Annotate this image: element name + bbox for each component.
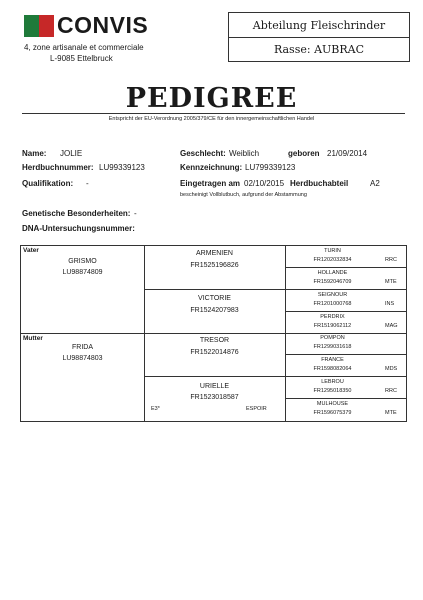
qualification: - bbox=[86, 179, 89, 188]
grandparent-grade: E3* bbox=[151, 406, 160, 412]
address-line-1: 4, zone artisanale et commerciale bbox=[24, 43, 144, 52]
qualification-label: Qualifikation: bbox=[22, 179, 74, 188]
registered-label: Eingetragen am bbox=[180, 179, 241, 188]
ggp-id: FR1201000768 bbox=[313, 301, 352, 307]
grandparent-id: FR1525196826 bbox=[190, 262, 239, 269]
ggp-id: FR1202032834 bbox=[313, 257, 352, 263]
department: Abteilung Fleischrinder bbox=[252, 19, 386, 32]
certification-note: bescheinigt Vollblutbuch, aufgrund der Abstammung bbox=[180, 192, 307, 198]
dam-id: LU98874803 bbox=[62, 355, 103, 362]
grandparent-id: FR1522014876 bbox=[190, 349, 239, 356]
breed: Rasse: AUBRAC bbox=[273, 43, 365, 56]
ggp-code: MTE bbox=[385, 410, 397, 416]
name-label: Name: bbox=[22, 149, 47, 158]
ggp-code: MDS bbox=[385, 366, 398, 372]
ggp-id: FR1596075379 bbox=[313, 410, 352, 416]
grandparent-name: TRESOR bbox=[199, 337, 230, 344]
grandparent-name: ARMENIEN bbox=[196, 250, 233, 257]
dam-label: Mutter bbox=[23, 335, 43, 342]
ggp-name: FRANCE bbox=[321, 357, 344, 363]
ggp-code: RRC bbox=[385, 257, 397, 263]
ggp-name: TURIN bbox=[324, 248, 341, 254]
id-number: LU799339123 bbox=[245, 163, 296, 172]
born-date: 21/09/2014 bbox=[327, 149, 368, 158]
ggp-name: SEIGNOUR bbox=[317, 292, 348, 298]
genetic-value: - bbox=[134, 209, 137, 218]
registered-date: 02/10/2015 bbox=[244, 179, 285, 188]
grandparent-note: ESPOIR bbox=[246, 406, 267, 412]
page-title: PEDIGREE bbox=[125, 83, 298, 114]
regulation-note: Entspricht der EU-Verordnung 2005/379/CE für den innergemeinschaftlichen Handel bbox=[108, 116, 315, 122]
ggp-name: LEBROU bbox=[321, 379, 344, 385]
ggp-id: FR1299031618 bbox=[313, 344, 352, 350]
ggp-id: FR1592046709 bbox=[313, 279, 352, 285]
dna-label: DNA-Untersuchungsnummer: bbox=[22, 224, 135, 233]
grandparent-name: VICTORIE bbox=[198, 295, 231, 302]
grandparent-id: FR1523018587 bbox=[190, 394, 239, 401]
department-box bbox=[228, 12, 410, 62]
sire-name: GRISMO bbox=[68, 258, 97, 265]
pedigree-table bbox=[20, 245, 407, 422]
ggp-name: PERDRIX bbox=[320, 314, 345, 320]
animal-name: JOLIE bbox=[60, 149, 83, 158]
herdbook-section-label: Herdbuchabteil bbox=[290, 179, 349, 188]
title-rule bbox=[22, 113, 405, 114]
sire-id: LU98874809 bbox=[62, 269, 103, 276]
genetic-label: Genetische Besonderheiten: bbox=[22, 209, 131, 218]
company-name: CONVIS bbox=[57, 12, 149, 38]
ggp-name: POMPON bbox=[320, 335, 345, 341]
ggp-name: HOLLANDE bbox=[317, 270, 348, 276]
ggp-code: INS bbox=[385, 301, 395, 307]
ggp-id: FR1295018350 bbox=[313, 388, 352, 394]
sex: Weiblich bbox=[229, 149, 260, 158]
grandparent-id: FR1524207983 bbox=[190, 307, 239, 314]
convis-logo bbox=[24, 15, 54, 37]
sire-label: Vater bbox=[23, 247, 39, 254]
herdbook-number: LU99339123 bbox=[99, 163, 145, 172]
ggp-code: MTE bbox=[385, 279, 397, 285]
ggp-name: MULHOUSE bbox=[316, 401, 349, 407]
dam-name: FRIDA bbox=[72, 344, 93, 351]
herdbook-label: Herdbuchnummer: bbox=[22, 163, 94, 172]
ggp-id: FR1598082064 bbox=[313, 366, 352, 372]
ggp-code: MAG bbox=[385, 323, 398, 329]
id-label: Kennzeichnung: bbox=[180, 163, 243, 172]
grandparent-name: URIELLE bbox=[199, 383, 230, 390]
ggp-code: RRC bbox=[385, 388, 397, 394]
sex-label: Geschlecht: bbox=[180, 149, 226, 158]
herdbook-section: A2 bbox=[370, 179, 380, 188]
ggp-id: FR1519062112 bbox=[313, 323, 352, 329]
born-label: geboren bbox=[288, 149, 320, 158]
address-line-2: L-9085 Ettelbruck bbox=[50, 54, 113, 63]
